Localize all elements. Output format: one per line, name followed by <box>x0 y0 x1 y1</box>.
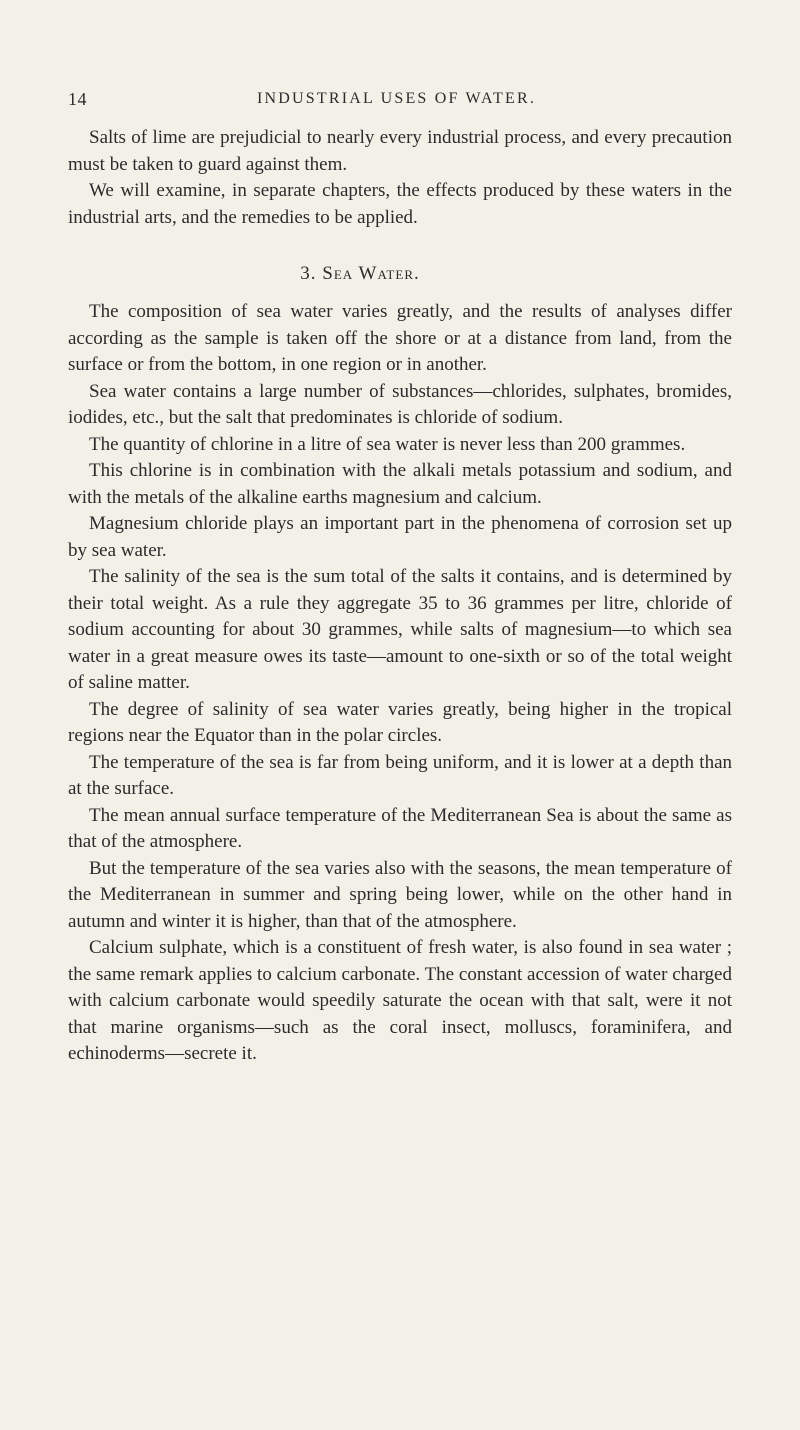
paragraph: Magnesium chloride plays an important part in the phenomena of corrosion set up by sea water. <box>68 513 732 561</box>
running-title: INDUSTRIAL USES OF WATER. <box>257 90 537 107</box>
page-number: 14 <box>68 89 87 109</box>
paragraph: The mean annual surface temperature of the Mediterranean Sea is about the same as that of the atmosphere. <box>68 804 732 852</box>
paragraph: The salinity of the sea is the sum total of the salts it contains, and is determined by their total weight. As a rule they aggregate 35 to 36 grammes per litre, chloride of sodium accounting for about 30 grammes, while salts of magnesium—to which sea water in a great measure owes its taste—amount to one-sixth or so of the total weight of saline matter. <box>68 566 732 693</box>
body-text <box>68 125 732 1068</box>
paragraph: The degree of salinity of sea water varies greatly, being higher in the tropical regions near the Equator than in the polar circles. <box>68 698 732 746</box>
intro-paragraph: Salts of lime are prejudicial to nearly every industrial process, and every precaution must be taken to guard against them. <box>68 127 732 175</box>
paragraph: The temperature of the sea is far from being uniform, and it is lower at a depth than at the surface. <box>68 751 732 799</box>
paragraph: Sea water contains a large number of substances—chlorides, sulphates, bromides, iodides, etc., but the salt that predominates is chloride of sodium. <box>68 380 732 428</box>
paragraph: But the temperature of the sea varies also with the seasons, the mean temperature of the Mediterranean in summer and spring being lower, while on the other hand in autumn and winter it is higher, than that of the atmosphere. <box>68 857 732 932</box>
section-heading: 3. Sea Water. <box>300 263 420 284</box>
intro-paragraph: We will examine, in separate chapters, the effects produced by these waters in the industrial arts, and the remedies to be applied. <box>68 180 732 228</box>
running-head <box>68 89 728 115</box>
paragraph: This chlorine is in combination with the alkali metals potassium and sodium, and with the metals of the alkaline earths magnesium and calcium. <box>68 460 732 508</box>
paragraph: The composition of sea water varies greatly, and the results of analyses differ according as the sample is taken off the shore or at a distance from land, from the surface or from the bottom, in one region or in another. <box>68 301 732 375</box>
paragraph: Calcium sulphate, which is a constituent of fresh water, is also found in sea water ; the same remark applies to calcium carbonate. The constant accession of water charged with calcium carbonate would speedily saturate the ocean with that salt, were it not that marine organisms—such as the coral insect, molluscs, foraminifera, and echinoderms—secrete it. <box>68 937 732 1064</box>
paragraph: The quantity of chlorine in a litre of sea water is never less than 200 grammes. <box>89 433 686 455</box>
